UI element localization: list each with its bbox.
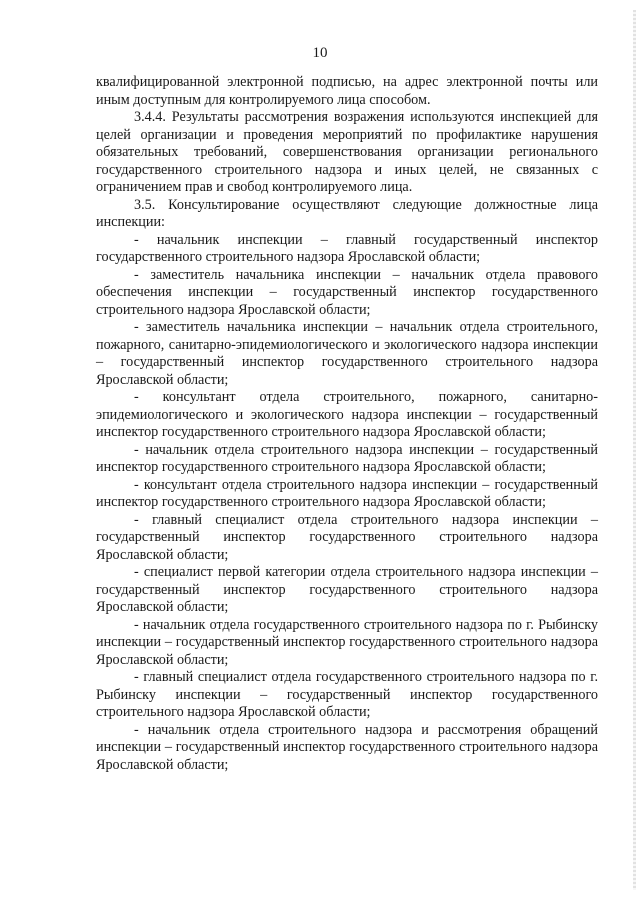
list-item-head-construction-dept: - начальник отдела строительного надзора инспекции – государственный инспектор государственного строительного надзора Ярославской области; bbox=[96, 441, 598, 475]
document-body bbox=[96, 74, 598, 774]
list-item-head-of-inspection: - начальник инспекции – главный государственный инспектор государственного строительного надзора Ярославской области; bbox=[96, 231, 598, 265]
paragraph-continuation: квалифицированной электронной подписью, на адрес электронной почты или иным доступным для контролируемого лица способом. bbox=[96, 74, 598, 108]
list-item-deputy-legal: - заместитель начальника инспекции – начальник отдела правового обеспечения инспекции – государственный инспектор государственного строительного надзора Ярославской области; bbox=[96, 266, 598, 318]
list-item-head-rybinsk-dept: - начальник отдела государственного строительного надзора по г. Рыбинску инспекции – государственный инспектор государственного строительного надзора Ярославской области; bbox=[96, 616, 598, 668]
list-item-specialist-first-category: - специалист первой категории отдела строительного надзора инспекции – государственный инспектор государственного строительного надзора Ярославской области; bbox=[96, 564, 598, 615]
list-item-consultant-construction-fire: - консультант отдела строительного, пожарного, санитарно-эпидемиологического и экологического надзора инспекции – государственный инспектор государственного строительного надзора Ярославской области; bbox=[96, 389, 598, 440]
list-item-head-appeals-dept: - начальник отдела строительного надзора и рассмотрения обращений инспекции – государственный инспектор государственного строительного надзора Ярославской области; bbox=[96, 721, 598, 773]
list-item-chief-specialist-rybinsk: - главный специалист отдела государственного строительного надзора по г. Рыбинску инспекции – государственный инспектор государственного строительного надзора Ярославской области; bbox=[96, 669, 598, 720]
paragraph-3-5: 3.5. Консультирование осуществляют следующие должностные лица инспекции: bbox=[96, 196, 598, 230]
scan-edge-artifact bbox=[633, 10, 636, 890]
list-item-chief-specialist-construction-dept: - главный специалист отдела строительного надзора инспекции – государственный инспектор государственного строительного надзора Ярославской области; bbox=[96, 511, 598, 563]
list-item-deputy-construction-fire: - заместитель начальника инспекции – начальник отдела строительного, пожарного, санитарно-эпидемиологического и экологического надзора инспекции – государственный инспектор государственного строительного надзора Ярославской области; bbox=[96, 319, 598, 388]
list-item-consultant-construction-dept: - консультант отдела строительного надзора инспекции – государственный инспектор государственного строительного надзора Ярославской области; bbox=[96, 476, 598, 510]
page-number: 10 bbox=[312, 45, 328, 61]
paragraph-3-4-4: 3.4.4. Результаты рассмотрения возражения используются инспекцией для целей организации и проведения мероприятий по профилактике нарушения обязательных требований, совершенствования организации регионального государственного строительного надзора и иных целей, не связанных с ограничением прав и свобод контролируемого лица. bbox=[96, 109, 598, 195]
